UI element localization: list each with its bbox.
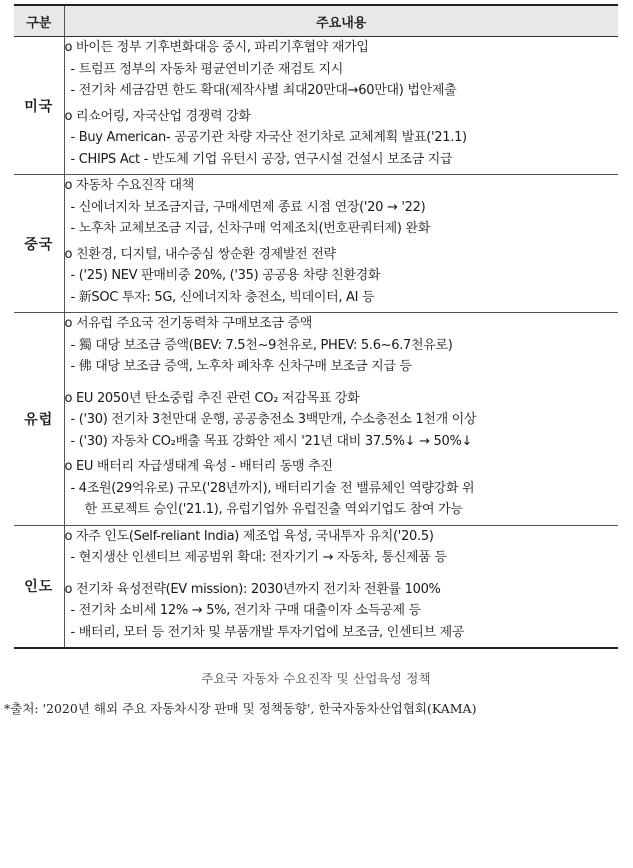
policy-group — [65, 175, 619, 240]
policy-detail: - 新SOC 투자: 5G, 신에너지차 충전소, 빅데이터, AI 등 — [70, 289, 375, 305]
policy-group — [65, 579, 619, 644]
table-row — [14, 313, 618, 526]
policy-group — [65, 37, 619, 102]
policy-heading: o 바이든 정부 기후변화대응 중시, 파리기후협약 재가입 — [64, 40, 369, 55]
country-cell: 유럽 — [14, 313, 64, 526]
table-row — [14, 37, 618, 175]
policy-group — [65, 456, 619, 521]
header-category: 구분 — [14, 5, 64, 37]
policy-heading: o 자주 인도(Self-reliant India) 제조업 육성, 국내투자 유치('20.5) — [64, 528, 434, 544]
table-row — [14, 175, 618, 313]
policy-heading: o EU 배터리 자급생태계 육성 - 배터리 동맹 추진 — [64, 459, 333, 474]
content-cell — [64, 37, 618, 175]
policy-heading: o 리쇼어링, 자국산업 경쟁력 강화 — [64, 108, 251, 124]
policy-detail: - 4조원(29억유로) 규모('28년까지), 배터리기술 전 밸류체인 역량강화 위 — [70, 480, 475, 496]
country-cell: 미국 — [14, 37, 64, 175]
policy-detail: - Buy American- 공공기관 차량 자국산 전기차로 교체계획 발표('21.1) — [70, 130, 467, 145]
policy-heading: o 친환경, 디지털, 내수중심 쌍순환 경제발전 전략 — [64, 246, 336, 262]
policy-detail: - ('25) NEV 판매비중 20%, ('35) 공공용 차량 친환경화 — [70, 268, 381, 283]
country-cell: 중국 — [14, 175, 64, 313]
policy-detail: - ('30) 자동차 CO₂배출 목표 강화안 제시 '21년 대비 37.5%↓ → 50%↓ — [70, 433, 473, 449]
policy-group — [65, 388, 619, 453]
policy-detail: - 전기차 소비세 12% → 5%, 전기차 구매 대출이자 소득공제 등 — [70, 603, 421, 618]
policy-detail: - 신에너지차 보조금지급, 구매세면제 종료 시점 연장('20 → '22) — [70, 199, 426, 215]
document-sheet — [4, 4, 618, 719]
country-cell: 인도 — [14, 525, 64, 648]
policy-detail: - 트럼프 정부의 자동차 평균연비기준 재검토 지시 — [70, 61, 344, 77]
table-caption: 주요국 자동차 수요진작 및 산업육성 정책 — [201, 671, 431, 686]
policy-group — [65, 526, 619, 569]
policy-detail: 한 프로젝트 승인('21.1), 유럽기업外 유럽진출 역외기업도 참여 가능 — [84, 502, 463, 517]
policy-detail: - 佛 대당 보조금 증액, 노후차 폐차후 신차구매 보조금 지급 등 — [70, 359, 412, 374]
policy-detail: - CHIPS Act - 반도체 기업 유턴시 공장, 연구시설 건설시 보조금 지급 — [70, 151, 453, 167]
table-body — [14, 37, 618, 649]
policy-detail: - 배터리, 모터 등 전기차 및 부품개발 투자기업에 보조금, 인센티브 제공 — [70, 624, 465, 640]
header-main-content: 주요내용 — [64, 5, 618, 37]
table-row — [14, 525, 618, 648]
policy-detail: - 노후차 교체보조금 지급, 신차구매 억제조치(번호판쿼터제) 완화 — [70, 221, 430, 236]
policy-detail: - 현지생산 인센티브 제공범위 확대: 전자기기 → 자동차, 통신제품 등 — [70, 550, 447, 565]
policy-detail: - ('30) 전기차 3천만대 운행, 공공충전소 3백만개, 수소충전소 1천개 이상 — [70, 412, 477, 427]
content-cell — [64, 313, 618, 526]
policy-heading: o EU 2050년 탄소중립 추진 관련 CO₂ 저감목표 강화 — [64, 390, 360, 406]
policy-detail: - 獨 대당 보조금 증액(BEV: 7.5천~9천유로, PHEV: 5.6~6.7천유로) — [70, 337, 453, 353]
policy-heading: o 자동차 수요진작 대책 — [64, 178, 194, 193]
policy-group — [65, 106, 619, 171]
policy-group — [65, 244, 619, 309]
policy-heading: o 서유럽 주요국 전기동력차 구매보조금 증액 — [64, 316, 312, 331]
table-header-row — [14, 5, 618, 37]
source-note: *출처: '2020년 해외 주요 자동차시장 판매 및 정책동향', 한국자동차산업협회(KAMA) — [4, 701, 477, 716]
policy-table — [14, 4, 618, 649]
content-cell — [64, 525, 618, 648]
policy-group — [65, 313, 619, 378]
content-cell — [64, 175, 618, 313]
policy-heading: o 전기차 육성전략(EV mission): 2030년까지 전기차 전환률 100% — [64, 581, 441, 597]
policy-detail: - 전기차 세금감면 한도 확대(제작사별 최대20만대→60만대) 법안제출 — [70, 83, 457, 98]
